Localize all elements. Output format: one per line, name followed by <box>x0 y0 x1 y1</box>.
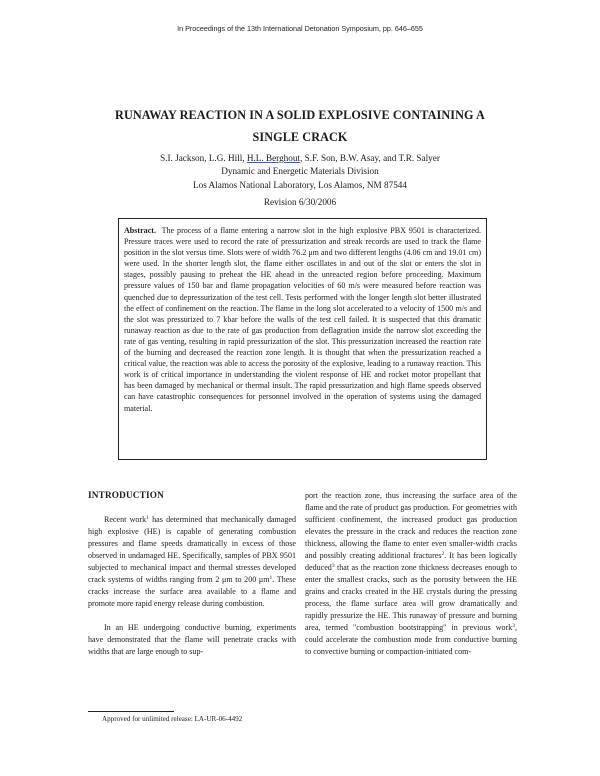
intro-paragraph-1 <box>88 514 296 610</box>
abstract-box <box>118 218 487 460</box>
intro-p1-text-a: Recent work <box>104 515 147 524</box>
section-heading-introduction: INTRODUCTION <box>88 490 164 500</box>
intro-paragraph-2: In an HE undergoing conductive burning, experiments have demonstrated that the flame will penetrate cracks with widths that are large enough to sup- <box>88 623 296 656</box>
intro-r-text-2: . It has been logically deduced <box>305 551 517 572</box>
citation-1: 1 <box>146 515 149 521</box>
citation-3b: 3 <box>512 623 515 629</box>
authors-part-1: S.I. Jackson, L.G. Hill, <box>160 153 245 163</box>
citation-2: 2 <box>441 551 445 557</box>
author-names <box>60 152 540 165</box>
division: Dynamic and Energetic Materials Division <box>221 166 379 177</box>
author-link-berghout[interactable]: H.L. Berghout <box>246 153 301 163</box>
abstract-text: The process of a flame entering a narrow slot in the high explosive PBX 9501 is characterized. Pressure traces were used to record the rate of pressurization and streak records are used to track the flame position in the slot versus time. Slots were of width 76.2 μm and two different lengths (4.06 cm and 19.01 cm) were used. In the shorter length slot, the flame either oscillates in and out of the slot or enters the slot in stages, possibly pausing to preheat the HE ahead in the unreacted region before proceeding. Maximum pressure values of 150 bar and flame propagation velocities of 60 m/s were measured before reaction was quenched due to depressurization of the test cell. Tests performed with the longer length slot better illustrated the effect of confinement on the reaction. The flame in the long slot accelerated to a velocity of 1500 m/s and the slot was pressurized to 7 kbar before the walls of the test cell failed. It is suspected that this dramatic runaway reaction as due to the rate of gas production from deflagration inside the narrow slot exceeding the rate of gas venting, resulting in rapid pressurization of the slot. This pressurization increased the reaction rate of the burning and decreased the reaction zone length. It is thought that when the pressurization reached a critical value, the reaction was able to access the porosity of the explosive, leading to a runaway reaction. This work is of critical importance in understanding the violent response of HE and rocket motor propellant that has been damaged by mechanical or thermal insult. The rapid pressurization and high flame speeds observed can have catastrophic consequences for personnel involved in the operation of systems using the damaged material. <box>124 226 481 413</box>
author-block <box>60 152 540 192</box>
release-footnote: Approved for unlimited release: LA-UR-06-4492 <box>102 715 243 723</box>
abstract-paragraph <box>124 225 481 414</box>
footnote-rule <box>88 711 174 712</box>
revision-date: Revision 6/30/2006 <box>263 197 337 207</box>
intro-r-text-3: that as the reaction zone thickness decreases enough to enter the smallest cracks, such as the porosity between the HE grains and cracks created in the HE crystals during the pressing process, the flame surface area will grow dramatically and rapidly pressurize the HE. This runaway of pressure and burning area, termed "combustion bootstrapping" in previous work <box>305 563 517 632</box>
citation-3: 3 <box>331 563 335 569</box>
proceedings-header: In Proceedings of the 13th International Detonation Symposium, pp. 646–655 <box>177 24 423 33</box>
left-column <box>88 514 296 670</box>
authors-part-3: , S.F. Son, B.W. Asay, and T.R. Salyer <box>300 153 440 163</box>
paper-title-line-1: RUNAWAY REACTION IN A SOLID EXPLOSIVE CONTAINING A <box>115 108 485 122</box>
intro-r-text-1: port the reaction zone, thus increasing the surface area of the flame and the rate of product gas production. For geometries with sufficient confinement, the increased product gas production elevates the pressure in the crack and reduces the reaction zone thickness, allowing the flame to enter even smaller-width cracks and possibly creating additional fractures <box>305 491 517 560</box>
intro-p1-text-b: has determined that mechanically damaged high explosive (HE) is capable of generating combustion pressures and flame speeds dramatically in excess of those observed in undamaged HE. Specifically, samples of PBX 9501 subjected to mechanical impact and thermal stresses developed crack systems of widths ranging from 2 μm to 200 μm <box>88 515 296 584</box>
right-column <box>305 490 517 670</box>
paper-title-line-2: SINGLE CRACK <box>252 130 348 144</box>
abstract-label: Abstract. <box>124 226 156 235</box>
intro-p1-text-c: . These cracks increase the surface area available to a flame and promote more rapid energy release during combustion. <box>88 575 297 608</box>
intro-r-text-4: , could accelerate the combustion mode from conductive burning to convective burning or compaction-initiated com- <box>305 623 517 656</box>
citation-1b: 1 <box>269 575 273 581</box>
intro-paragraph-2-continued <box>305 490 517 658</box>
affiliation: Los Alamos National Laboratory, Los Alamos, NM 87544 <box>192 179 407 190</box>
